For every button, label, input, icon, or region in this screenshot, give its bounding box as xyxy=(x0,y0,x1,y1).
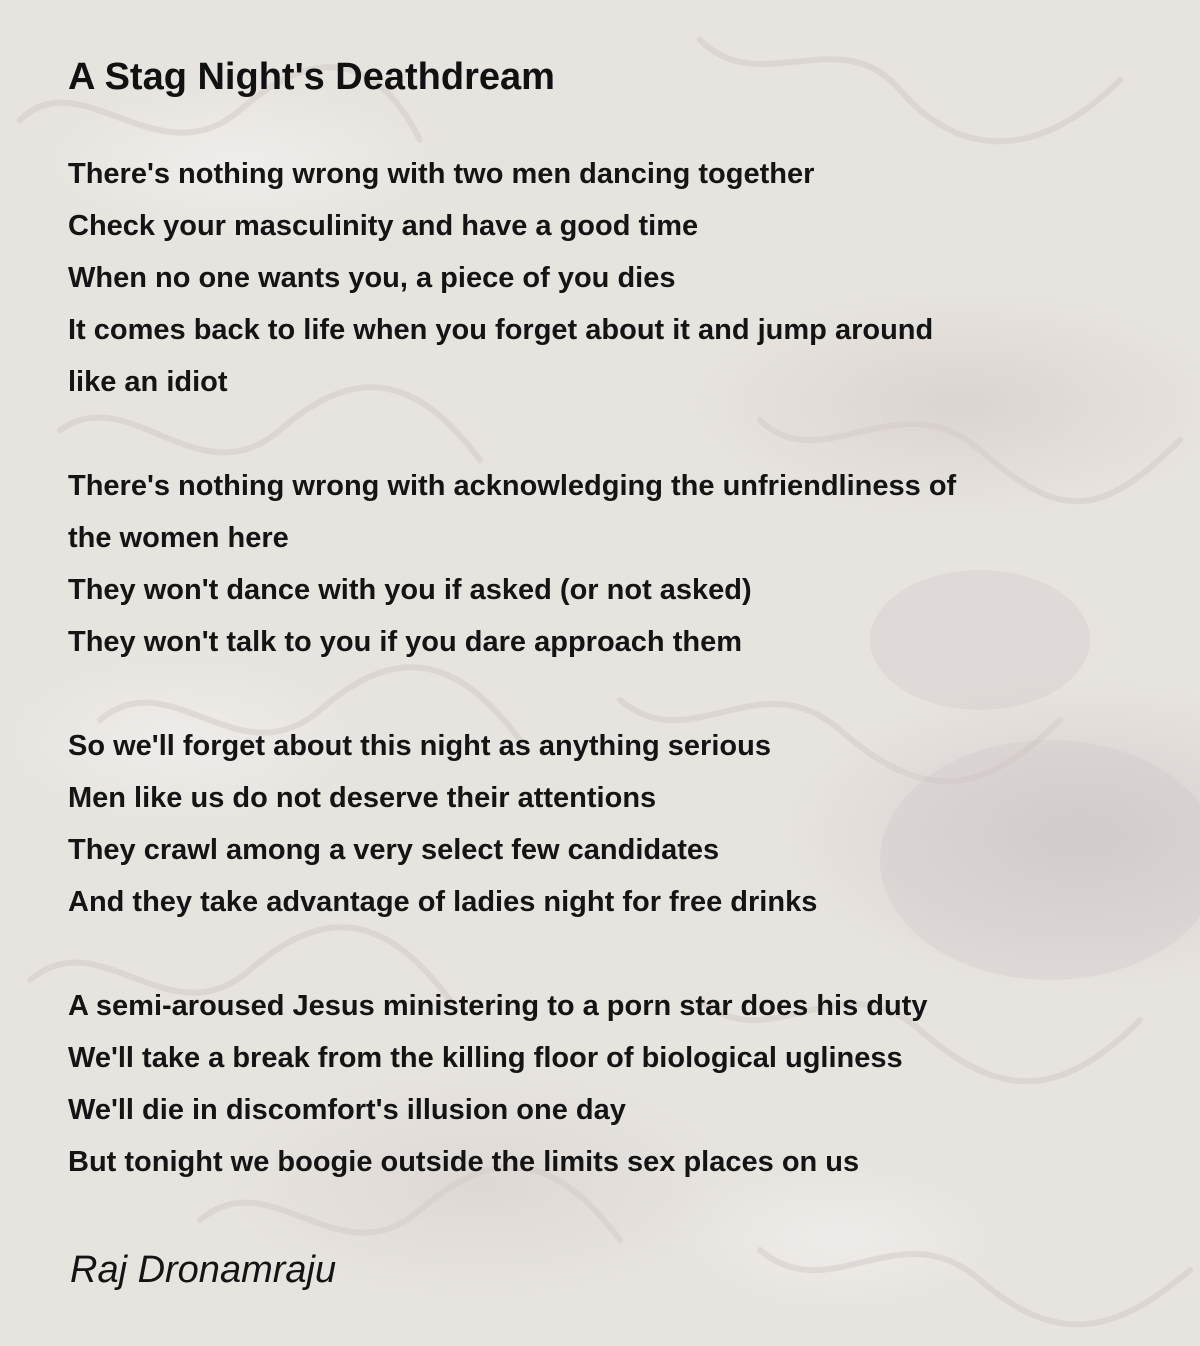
poem-line: We'll take a break from the killing floor of biological ugliness xyxy=(68,1042,903,1074)
poem-line: like an idiot xyxy=(68,366,228,398)
poem-author: Raj Dronamraju xyxy=(70,1249,337,1291)
poem-line: Check your masculinity and have a good time xyxy=(68,210,699,242)
stanza-3 xyxy=(68,720,1168,928)
poem-line: Men like us do not deserve their attentions xyxy=(68,782,657,814)
poem-line: the women here xyxy=(68,522,289,554)
poem-line: When no one wants you, a piece of you dies xyxy=(68,262,676,294)
poem-line: A semi-aroused Jesus ministering to a porn star does his duty xyxy=(68,990,928,1022)
stanza-4 xyxy=(68,980,1168,1188)
poem-line: It comes back to life when you forget about it and jump around xyxy=(68,314,934,346)
poem-body xyxy=(68,148,1168,1240)
poem-line: We'll die in discomfort's illusion one day xyxy=(68,1094,626,1126)
poem-line: There's nothing wrong with two men dancing together xyxy=(68,158,815,190)
poem-line: They crawl among a very select few candidates xyxy=(68,834,720,866)
poem-line: They won't talk to you if you dare approach them xyxy=(68,626,742,658)
poem-title: A Stag Night's Deathdream xyxy=(68,56,555,98)
poem-line: But tonight we boogie outside the limits sex places on us xyxy=(68,1146,860,1178)
poem-line: They won't dance with you if asked (or not asked) xyxy=(68,574,752,606)
poem-line: So we'll forget about this night as anything serious xyxy=(68,730,771,762)
poem-line: There's nothing wrong with acknowledging the unfriendliness of xyxy=(68,470,957,502)
stanza-1 xyxy=(68,148,1168,408)
poem-line: And they take advantage of ladies night for free drinks xyxy=(68,886,818,918)
stanza-2 xyxy=(68,460,1168,668)
